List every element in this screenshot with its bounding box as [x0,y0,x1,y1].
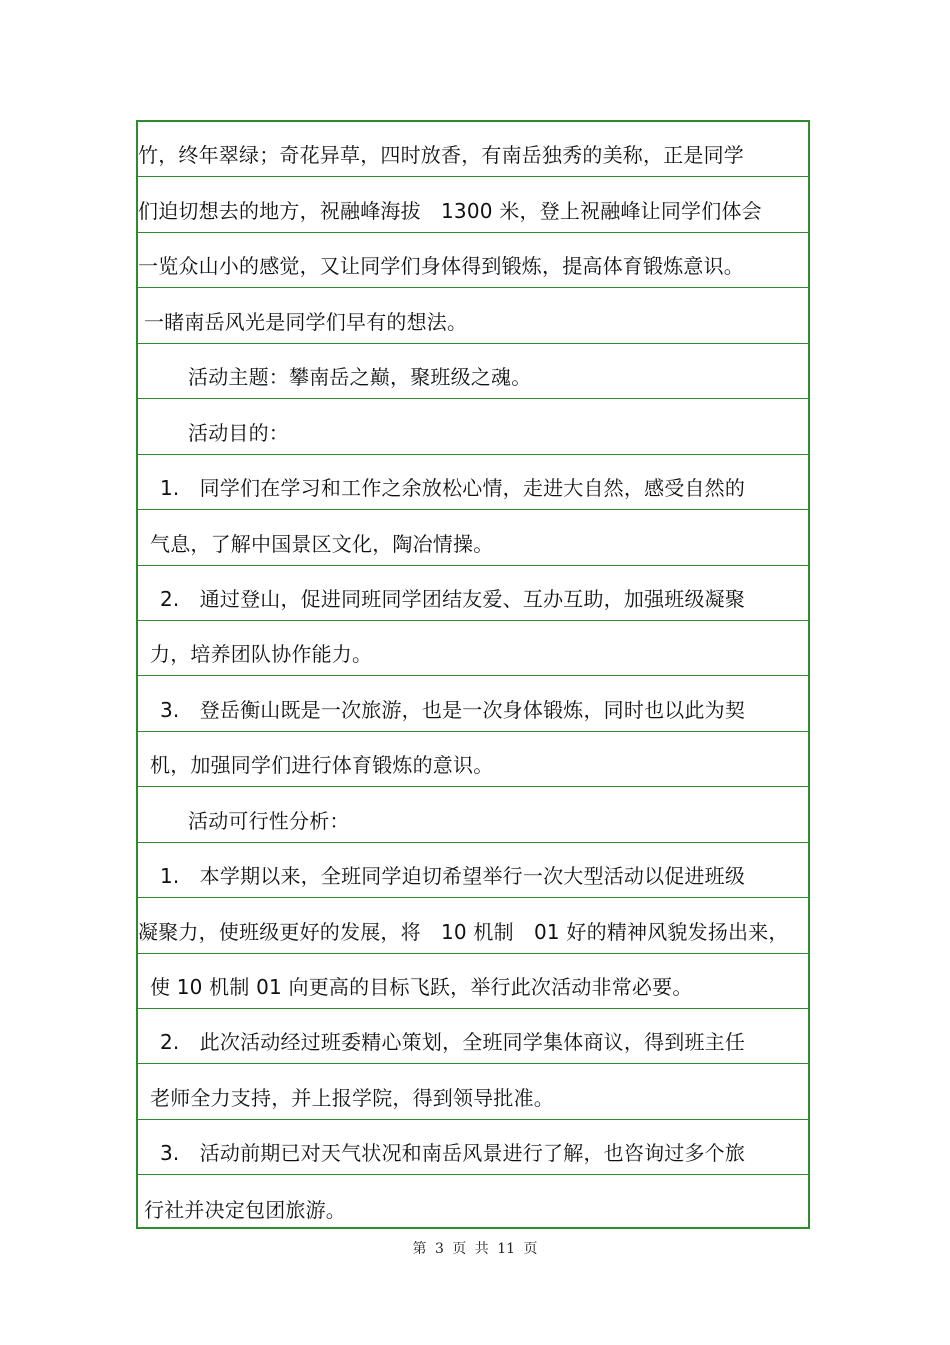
line-text: 1. 同学们在学习和工作之余放松心情，走进大自然，感受自然的 [160,476,746,501]
text-line [138,566,808,621]
section-heading [138,399,808,454]
line-text: 凝聚力，使班级更好的发展，将 10 机制 01 好的精神风貌发扬出来， [138,919,789,944]
section-heading [138,787,808,842]
text-line [138,122,808,177]
line-text: 3. 活动前期已对天气状况和南岳风景进行了解，也咨询过多个旅 [160,1141,746,1166]
line-text: 行社并决定包团旅游。 [144,1197,346,1222]
page-number-footer: 第 3 页 共 11 页 [412,1241,538,1257]
line-text: 机，加强同学们进行体育锻炼的意识。 [150,753,494,778]
line-text: 1. 本学期以来，全班同学迫切希望举行一次大型活动以促进班级 [160,864,746,889]
section-heading [138,344,808,399]
line-text: 2. 通过登山，促进同班同学团结友爱、互办互助，加强班级凝聚 [160,586,746,611]
text-line [138,1175,808,1230]
text-line [138,1064,808,1119]
text-line [138,732,808,787]
text-line [138,954,808,1009]
line-text: 3. 登岳衡山既是一次旅游，也是一次身体锻炼，同时也以此为契 [160,697,746,722]
line-text: 老师全力支持，并上报学院，得到领导批准。 [150,1085,554,1110]
text-line [138,455,808,510]
line-text: 们迫切想去的地方，祝融峰海拔 1300 米，登上祝融峰让同学们体会 [138,198,762,223]
text-line [138,621,808,676]
line-text: 一睹南岳风光是同学们早有的想法。 [144,309,468,334]
text-line [138,898,808,953]
text-line [138,510,808,565]
text-line [138,288,808,343]
line-text: 竹，终年翠绿；奇花异草，四时放香，有南岳独秀的美称，正是同学 [138,143,744,168]
activity-purpose-heading: 活动目的： [188,420,289,445]
line-text: 一览众山小的感觉，又让同学们身体得到锻炼，提高体育锻炼意识。 [138,254,744,279]
line-text: 气息，了解中国景区文化，陶冶情操。 [150,531,494,556]
text-line [138,177,808,232]
text-line [138,843,808,898]
document-body [136,120,810,1229]
text-line [138,1120,808,1175]
feasibility-heading: 活动可行性分析： [188,808,350,833]
text-line [138,676,808,731]
text-line [138,1009,808,1064]
line-text: 使 10 机制 01 向更高的目标飞跃，举行此次活动非常必要。 [150,975,693,999]
text-line [138,233,808,288]
line-text: 力，培养团队协作能力。 [150,642,373,667]
activity-theme: 活动主题：攀南岳之巅，聚班级之魂。 [188,365,532,390]
line-text: 2. 此次活动经过班委精心策划，全班同学集体商议，得到班主任 [160,1030,746,1055]
